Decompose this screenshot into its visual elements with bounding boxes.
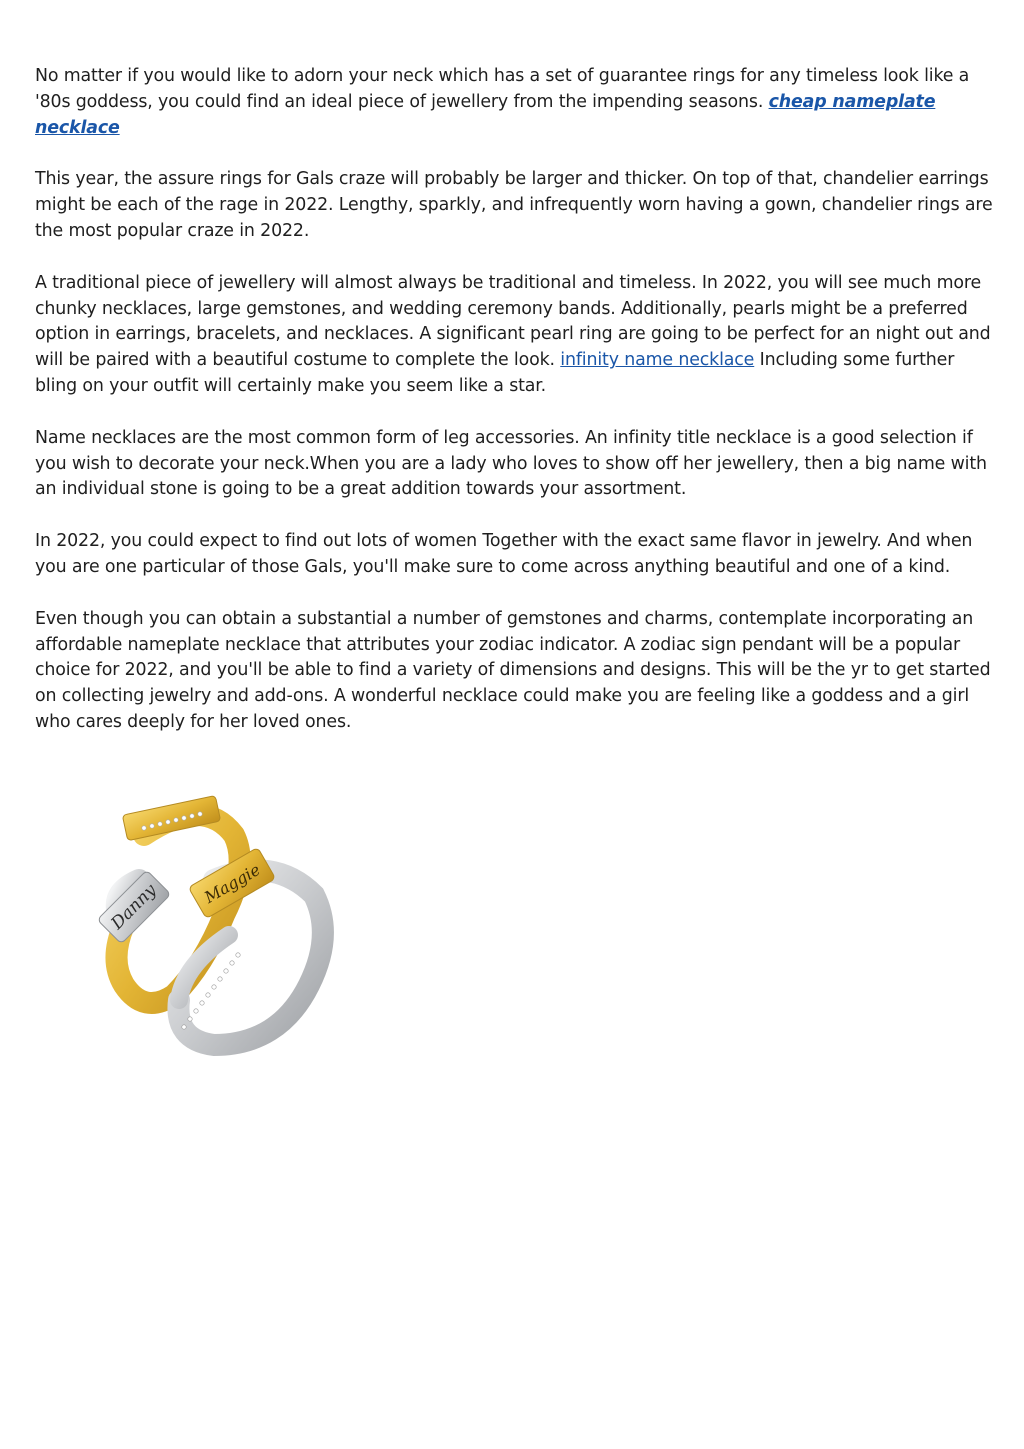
rings-illustration	[84, 795, 344, 1090]
paragraph-6: Even though you can obtain a substantial a number of gemstones and charms, contemplate incorporating an affordable nameplate necklace that attributes your zodiac indicator. A zodiac sign pendant will be a popular choice for 2022, and you'll be able to find a variety of dimensions and designs. This will be the yr to get started on collecting jewelry and add-ons. A wonderful necklace could make you are feeling like a goddess and a girl who cares deeply for her loved ones.	[35, 608, 991, 732]
infinity-name-necklace-link[interactable]: infinity name necklace	[560, 350, 755, 371]
paragraph-3-text-after: Including some further bling on your outfit will certainly make you seem like a star.	[35, 350, 955, 396]
paragraph-4: Name necklaces are the most common form of leg accessories. An infinity title necklace is a good selection if you wish to decorate your neck.When you are a lady who loves to show off her jewellery, then a big name with an individual stone is going to be a great addition towards your assortment.	[35, 427, 987, 500]
paragraph-1-text: No matter if you would like to adorn your neck which has a set of guarantee rings for any timeless look like a '80s goddess, you could find an ideal piece of jewellery from the impending seasons.	[35, 66, 970, 112]
engraved-rings-photo	[84, 795, 344, 1090]
paragraph-2: This year, the assure rings for Gals craze will probably be larger and thicker. On top of that, chandelier earrings might be each of the rage in 2022. Lengthy, sparkly, and infrequently worn having a gown, chandelier rings are the most popular craze in 2022.	[35, 169, 993, 241]
article-body	[35, 64, 995, 762]
paragraph-3	[35, 271, 995, 400]
engraving-maggie: Maggie	[201, 859, 264, 907]
engraving-danny: Danny	[107, 880, 161, 934]
paragraph-5: In 2022, you could expect to find out lots of women Together with the exact same flavor in jewelry. And when you are one particular of those Gals, you'll make sure to come across anything beautiful and one of a kind.	[35, 531, 973, 577]
paragraph-3-text-before: A traditional piece of jewellery will almost always be traditional and timeless. In 2022, you will see much more chunky necklaces, large gemstones, and wedding ceremony bands. Additionally, pearls might be a preferred option in earrings, bracelets, and necklaces. A significant pearl ring are going to be perfect for an night out and will be paired with a beautiful costume to complete the look.	[35, 272, 991, 371]
cheap-nameplate-necklace-link[interactable]: cheap nameplate necklace	[35, 91, 936, 138]
paragraph-1	[35, 64, 995, 141]
